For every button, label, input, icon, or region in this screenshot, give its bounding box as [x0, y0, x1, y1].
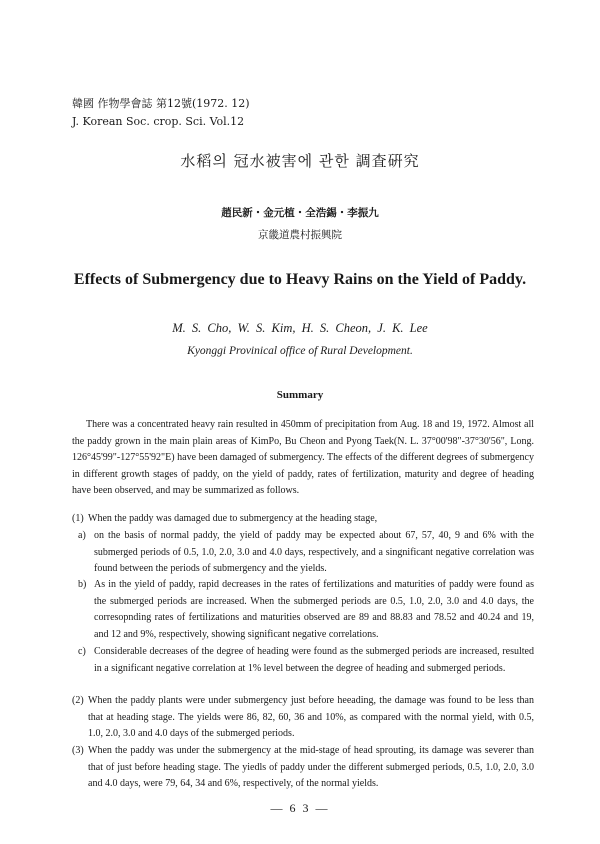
summary-item-1 [72, 511, 534, 528]
item-marker: (1) [72, 513, 84, 524]
item-text: When the paddy was under the submergency at the mid-stage of head sprouting, its damage was severer than that of just before heading stage. The yiedls of paddy under the different submerged periods, 0.5, 1.0, 2.0, 3.0 and 4.0 days, were 79, 64, 34 and 6%, respectively, of the normal yields. [88, 745, 534, 790]
summary-item-2 [72, 693, 534, 743]
subitem-marker: a) [78, 530, 86, 541]
subitem-marker: c) [78, 646, 86, 657]
institution-english: Kyonggi Provinical office of Rural Development. [187, 345, 413, 357]
summary-heading: Summary [276, 389, 324, 401]
institution-korean: 京畿道農村振興院 [258, 229, 342, 241]
summary-item-3 [72, 743, 534, 793]
summary-subitem-c [78, 644, 534, 677]
page-number: — 6 3 — [270, 801, 330, 815]
summary-subitem-b [78, 577, 534, 643]
item-marker: (2) [72, 695, 84, 706]
title-korean: 水稻의 冠水被害에 관한 調査硏究 [180, 152, 420, 170]
subitem-text: on the basis of normal paddy, the yield of paddy may be expected about 67, 57, 40, 9 and 6% with the submerged periods of 0.5, 1.0, 2.0, 3.0 and 4.0 days, respectively, and a singnificant negative correlation was found between the periods of submergency and the yields. [94, 530, 534, 575]
summary-intro-paragraph [72, 417, 534, 500]
item-text: When the paddy was damaged due to submergency at the heading stage, [88, 513, 378, 524]
title-english: Effects of Submergency due to Heavy Rains on the Yield of Paddy. [73, 271, 527, 288]
summary-subitem-a [78, 528, 534, 578]
authors-english: M. S. Cho, W. S. Kim, H. S. Cheon, J. K. Lee [172, 321, 428, 335]
journal-citation-korean: 韓國 作物學會誌 第12號(1972. 12) [72, 97, 250, 110]
item-text: When the paddy plants were under submergency just before heeading, the damage was found to be less than that at heading stage. The yields were 86, 82, 60, 36 and 10%, as compared with the normal yield, with 0.5, 1.0, 2.0, 3.0 and 4.0 days of the submerged periods. [88, 695, 534, 740]
authors-korean: 趙民新・金元植・全浩錫・李振九 [221, 207, 379, 219]
subitem-text: Considerable decreases of the degree of heading were found as the submerged periods are increased, resulted in a significant negative correlation at 1% level between the degree of heading and submerged periods. [94, 646, 534, 674]
subitem-marker: b) [78, 579, 87, 590]
summary-intro-text: There was a concentrated heavy rain resulted in 450mm of precipitation from Aug. 18 and 19, 1972. Almost all the paddy grown in the main plain areas of KimPo, Bu Cheon and Pyong Taek(N. L. 37°00'98"-37°30'56", Long. 126°45'99"-127°55'92"E) have been damaged of submergency. The effects of the different degrees of submergency in different growth stages of paddy, on the yield of paddy, rates of fertilization, maturity and degree of heading have been observed, and may be summarized as follows. [72, 419, 534, 497]
journal-citation-english: J. Korean Soc. crop. Sci. Vol.12 [72, 115, 245, 128]
subitem-text: As in the yield of paddy, rapid decreases in the rates of fertilizations and maturities of paddy were found as the submerged periods are increased. When the submerged periods are 0.5, 1.0, 2.0, 3.0 and 4.0 days, the corresopnding rates of fertilizations and maturities observed are 89 and 88.83 and 78.52 and 40.24 and 19, and 12 and 9%, respectively, showing significant negative correlations. [94, 579, 534, 640]
item-marker: (3) [72, 745, 84, 756]
